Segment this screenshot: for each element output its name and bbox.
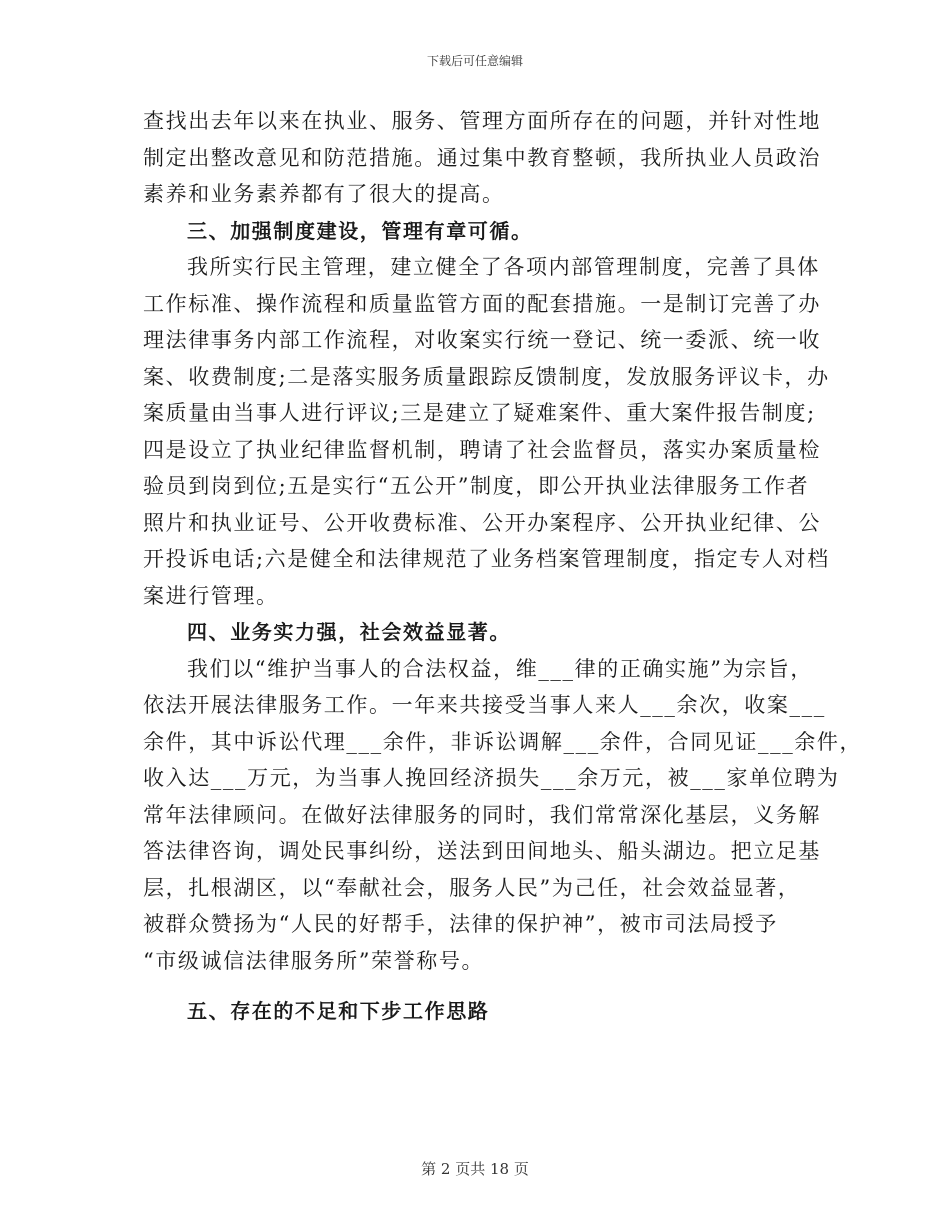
body-line: 我们以“维护当事人的合法权益，维___律的正确实施”为宗旨，	[187, 656, 813, 681]
body-line: “市级诚信法律服务所”荣誉称号。	[143, 948, 485, 973]
body-line: 案、收费制度;二是落实服务质量跟踪反馈制度，发放服务评议卡，办	[143, 364, 830, 389]
body-line: 我所实行民主管理，建立健全了各项内部管理制度，完善了具体	[187, 255, 820, 279]
section-heading-5: 五、存在的不足和下步工作思路	[187, 999, 490, 1023]
body-line: 理法律事务内部工作流程，对收案实行统一登记、统一委派、统一收	[143, 328, 821, 352]
body-line: 被群众赞扬为“人民的好帮手，法律的保护神”，被市司法局授予	[143, 912, 778, 936]
body-line: 照片和执业证号、公开收费标准、公开办案程序、公开执业纪律、公	[143, 510, 821, 535]
body-line: 案进行管理。	[143, 583, 279, 608]
page-footer: 第 2 页共 18 页	[421, 1160, 529, 1178]
body-line: 答法律咨询，调处民事纠纷，送法到田间地头、船头湖边。把立足基	[143, 839, 821, 863]
body-line: 素养和业务素养都有了很大的提高。	[143, 182, 505, 206]
body-line: 查找出去年以来在执业、服务、管理方面所存在的问题，并针对性地	[143, 109, 821, 133]
body-line: 常年法律顾问。在做好法律服务的同时，我们常常深化基层，义务解	[143, 802, 821, 827]
body-line: 余件，其中诉讼代理___余件，非诉讼调解___余件，合同见证___余件，	[143, 729, 863, 754]
spacer	[143, 979, 815, 993]
body-line: 四是设立了执业纪律监督机制，聘请了社会监督员，落实办案质量检	[143, 437, 821, 462]
section-heading-4: 四、业务实力强，社会效益显著。	[187, 620, 511, 644]
body-line: 验员到岗到位;五是实行“五公开”制度，即公开执业法律服务工作者	[143, 474, 810, 498]
body-line: 开投诉电话;六是健全和法律规范了业务档案管理制度，指定专人对档	[143, 547, 830, 571]
page-header: 下载后可任意编辑	[426, 54, 523, 68]
document-body	[143, 103, 863, 1030]
section-heading-3: 三、加强制度建设，管理有章可循。	[187, 218, 533, 243]
body-line: 制定出整改意见和防范措施。通过集中教育整顿，我所执业人员政治	[143, 145, 821, 170]
body-line: 依法开展法律服务工作。一年来共接受当事人来人___余次，收案___	[143, 693, 826, 717]
body-line: 层，扎根湖区，以“奉献社会，服务人民”为己任，社会效益显著，	[143, 875, 801, 900]
body-line: 案质量由当事人进行评议;三是建立了疑难案件、重大案件报告制度;	[143, 401, 816, 425]
body-line: 工作标准、操作流程和质量监管方面的配套措施。一是制订完善了办	[143, 291, 821, 316]
body-line: 收入达___万元，为当事人挽回经济损失___余万元，被___家单位聘为	[143, 766, 840, 790]
